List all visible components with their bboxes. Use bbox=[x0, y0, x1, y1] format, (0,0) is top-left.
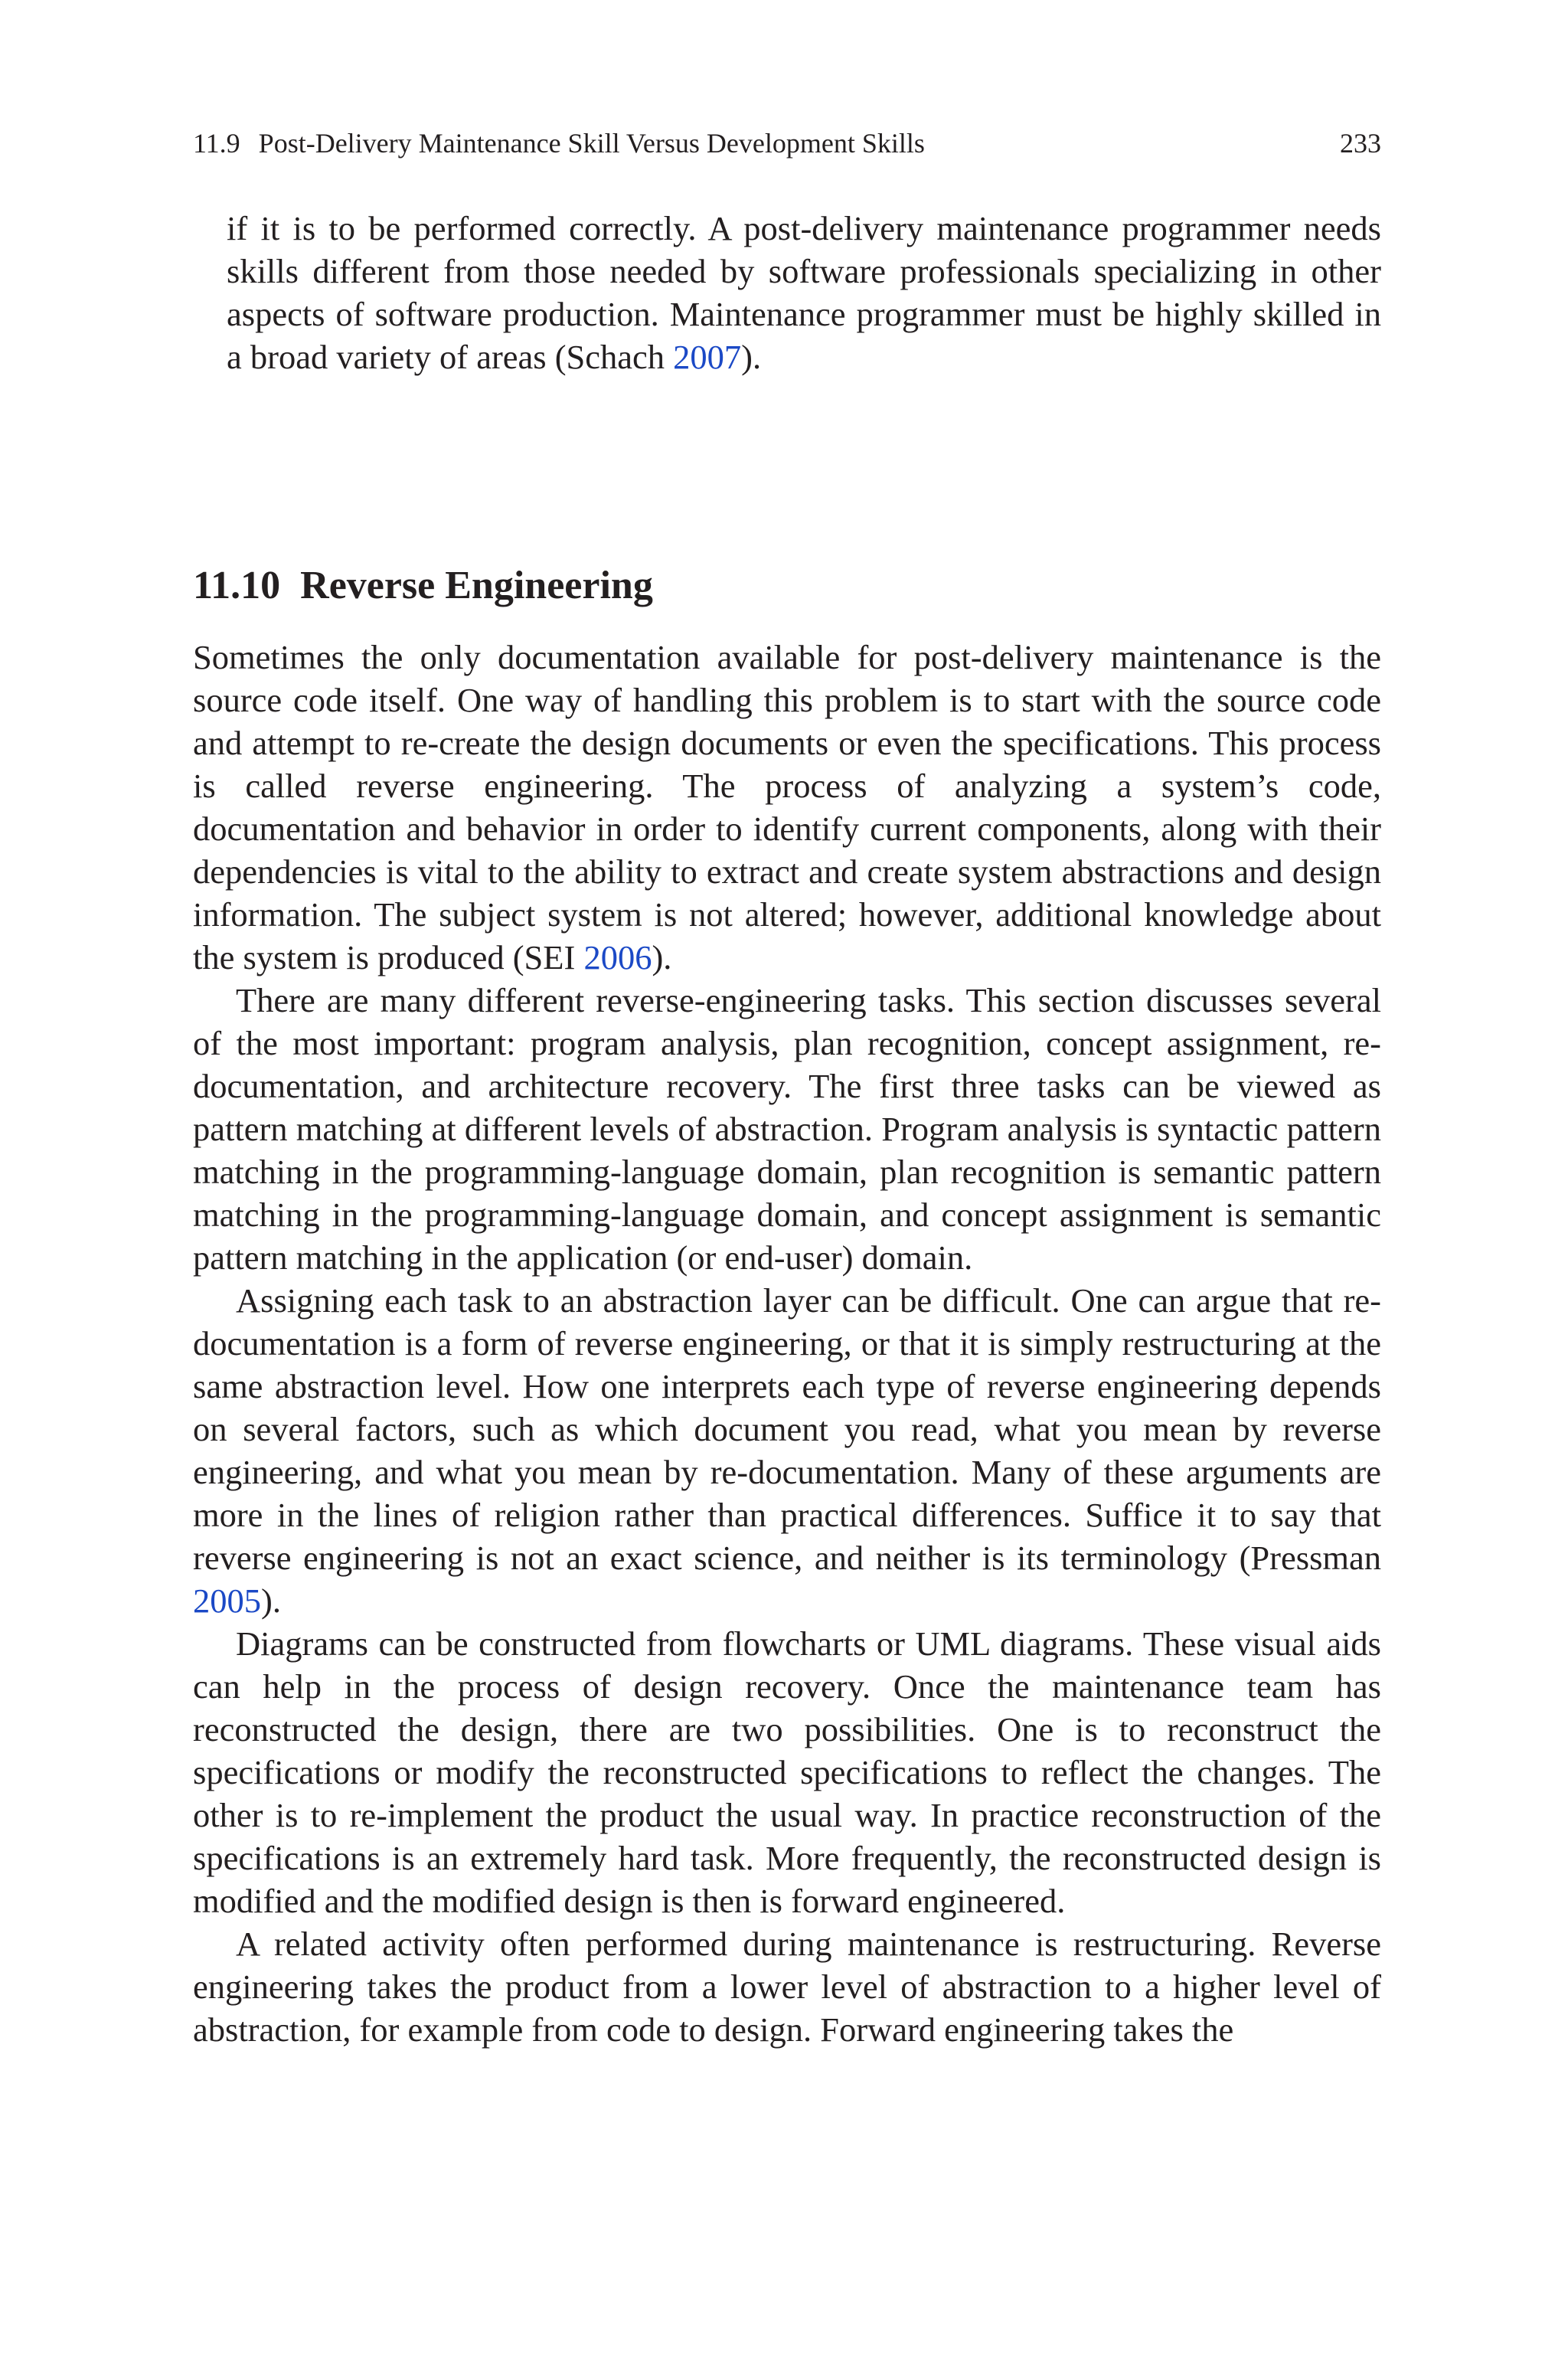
paragraph-text: ). bbox=[741, 338, 762, 376]
running-head-section-title: Post-Delivery Maintenance Skill Versus Development Skills bbox=[258, 128, 925, 159]
paragraph bbox=[193, 1279, 1381, 1622]
section-number: 11.10 bbox=[193, 564, 281, 608]
paragraph bbox=[227, 207, 1381, 378]
paragraph: A related activity often performed during maintenance is restructuring. Reverse engineering takes the product from a lower level of abstraction to a higher level of abstraction, for example from code to design. Forward engineering takes the bbox=[193, 1925, 1381, 2049]
section-title: Reverse Engineering bbox=[300, 564, 653, 608]
paragraph: Diagrams can be constructed from flowcharts or UML diagrams. These visual aids can help in the process of design recovery. Once the maintenance team has reconstructed the design, there are two possibilities. One is to reconstruct the specifications or modify the reconstructed specifications to reflect the changes. The other is to re-implement the product the usual way. In practice reconstruction of the specifications is an extremely hard task. More frequently, the reconstructed design is modified and the modified design is then is forward engineered. bbox=[193, 1624, 1381, 1920]
paragraph-text: Assigning each task to an abstraction layer can be difficult. One can argue that re-documentation is a form of reverse engineering, or that it is simply restructuring at the same abstraction level. How one interprets each type of reverse engineering depends on several factors, such as which document you read, what you mean by reverse engineering, and what you mean by re-documentation. Many of these arguments are more in the lines of religion rather than practical differences. Suffice it to say that reverse engineering is not an exact science, and neither is its terminology (Pressman bbox=[193, 1281, 1381, 1577]
paragraph-text: if it is to be performed correctly. A post-delivery maintenance programmer needs skills different from those needed by software professionals specializing in other aspects of software production. Maintenance programmer must be highly skilled in a broad variety of areas (Schach bbox=[227, 209, 1381, 376]
paragraph bbox=[193, 636, 1381, 979]
citation-link-sei-2006[interactable]: 2006 bbox=[583, 938, 652, 976]
paragraph-text: Sometimes the only documentation available for post-delivery maintenance is the source code itself. One way of handling this problem is to start with the source code and attempt to re-create the design documents or even the specifications. This process is called reverse engineering. The process of analyzing a system’s code, documentation and behavior in order to identify current components, along with their dependencies is vital to the ability to extract and create system abstractions and design information. The subject system is not altered; however, additional knowledge about the system is produced (SEI bbox=[193, 638, 1381, 976]
running-head-section-number: 11.9 bbox=[193, 128, 240, 159]
paragraph: There are many different reverse-engineering tasks. This section discusses several of the most important: program analysis, plan recognition, concept assignment, re-documentation, and architecture recovery. The first three tasks can be viewed as pattern matching at different levels of abstraction. Program analysis is syntactic pattern matching in the programming-language domain, plan recognition is semantic pattern matching in the programming-language domain, and concept assignment is semantic pattern matching in the application (or end-user) domain. bbox=[193, 981, 1381, 1277]
page-number: 233 bbox=[1340, 128, 1381, 159]
running-head bbox=[193, 124, 1381, 162]
carry-over-paragraph bbox=[227, 207, 1381, 378]
paragraph-text: ). bbox=[652, 938, 672, 976]
paragraph-text: ). bbox=[261, 1582, 281, 1620]
running-head-title bbox=[193, 124, 925, 162]
section-body bbox=[193, 636, 1381, 2051]
citation-link-schach-2007[interactable]: 2007 bbox=[673, 338, 742, 376]
section-heading bbox=[193, 558, 653, 613]
citation-link-pressman-2005[interactable]: 2005 bbox=[193, 1582, 261, 1620]
